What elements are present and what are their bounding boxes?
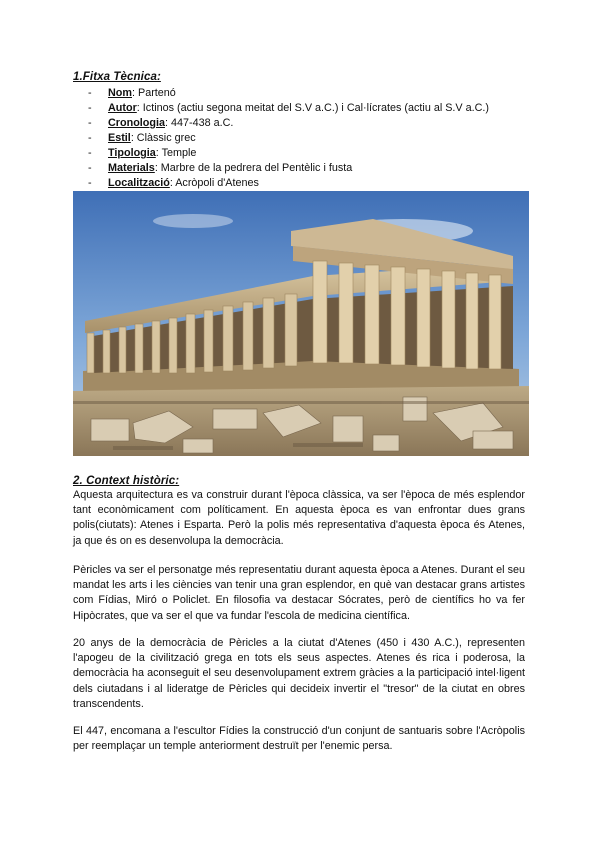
fitxa-value: : Acròpoli d'Atenes — [169, 177, 259, 189]
fitxa-label: Materials — [108, 162, 155, 174]
parthenon-photo — [73, 191, 529, 456]
fitxa-label: Cronologia — [108, 117, 165, 129]
fitxa-value: : Clàssic grec — [130, 132, 196, 144]
fitxa-value: : Partenó — [132, 87, 176, 99]
fitxa-value: : Marbre de la pedrera del Pentèlic i fusta — [154, 162, 353, 174]
fitxa-item-tipologia: - Tipologia: Temple — [88, 147, 197, 159]
fitxa-label: Autor — [108, 102, 137, 114]
fitxa-item-materials: - Materials: Marbre de la pedrera del Pentèlic i fusta — [88, 162, 353, 174]
context-heading: 2. Context històric: — [73, 475, 180, 487]
fitxa-item-cronologia: - Cronologia: 447-438 a.C. — [88, 117, 234, 129]
fitxa-item-estil: - Estil: Clàssic grec — [88, 132, 196, 144]
fitxa-list — [88, 86, 489, 191]
fitxa-label: Tipologia — [108, 147, 156, 159]
fitxa-value: : Ictinos (actiu segona meitat del S.V a.C.) i Cal·lícrates (actiu al S.V a.C.) — [136, 102, 490, 114]
context-paragraph: El 447, encomana a l'escultor Fídies la construcció d'un conjunt de santuaris sobre l'Acròpolis per reemplaçar un temple anteriorment destruït per l'enemic persa. — [73, 725, 525, 753]
fitxa-item-localitzacio: - Localització: Acròpoli d'Atenes — [88, 177, 259, 189]
fitxa-value: : Temple — [155, 147, 197, 159]
fitxa-item-autor: - Autor: Ictinos (actiu segona meitat del S.V a.C.) i Cal·lícrates (actiu al S.V a.C.) — [88, 102, 490, 114]
context-paragraph: Pèricles va ser el personatge més representatiu durant aquesta època a Atenes. Durant el seu mandat les arts i les ciències van tenir una gran esplendor, en què van destacar grans artistes com Fídias, Miró o Policlet. En filosofia va destacar Sócrates, però de científics ho va fer Hipòcrates, que va ser el que va fundar l'escola de medicina científica. — [73, 564, 525, 622]
fitxa-item-nom: - Nom: Partenó — [88, 87, 176, 99]
fitxa-label: Estil — [108, 132, 131, 144]
fitxa-value: : 447-438 a.C. — [164, 117, 234, 129]
fitxa-heading: 1.Fitxa Tècnica: — [73, 71, 161, 83]
fitxa-label: Nom — [108, 87, 132, 99]
fitxa-label: Localització — [108, 177, 170, 189]
context-paragraph: 20 anys de la democràcia de Pèricles a la ciutat d'Atenes (450 i 430 A.C.), representen l'apogeu de la civilització grega en tots els seus aspectes. Atenes és rica i poderosa, la democràcia ha aconseguit el seu desenvolupament extrem gràcies a la participació intel·ligent dels ciutadans i al lideratge de Pèricles qui decideix invertir el "tresor" de la ciutat en obres transcendents. — [73, 637, 525, 710]
context-paragraph: Aquesta arquitectura es va construir durant l'època clàssica, va ser l'època de més esplendor tant econòmicament com políticament. En aquesta època es van enfrontar dues grans polis(ciutats): Atenes i Esparta. Però la polis més representativa d'aquesta època és Atenes, ja que és on es desenvolupa la democràcia. — [73, 489, 525, 547]
